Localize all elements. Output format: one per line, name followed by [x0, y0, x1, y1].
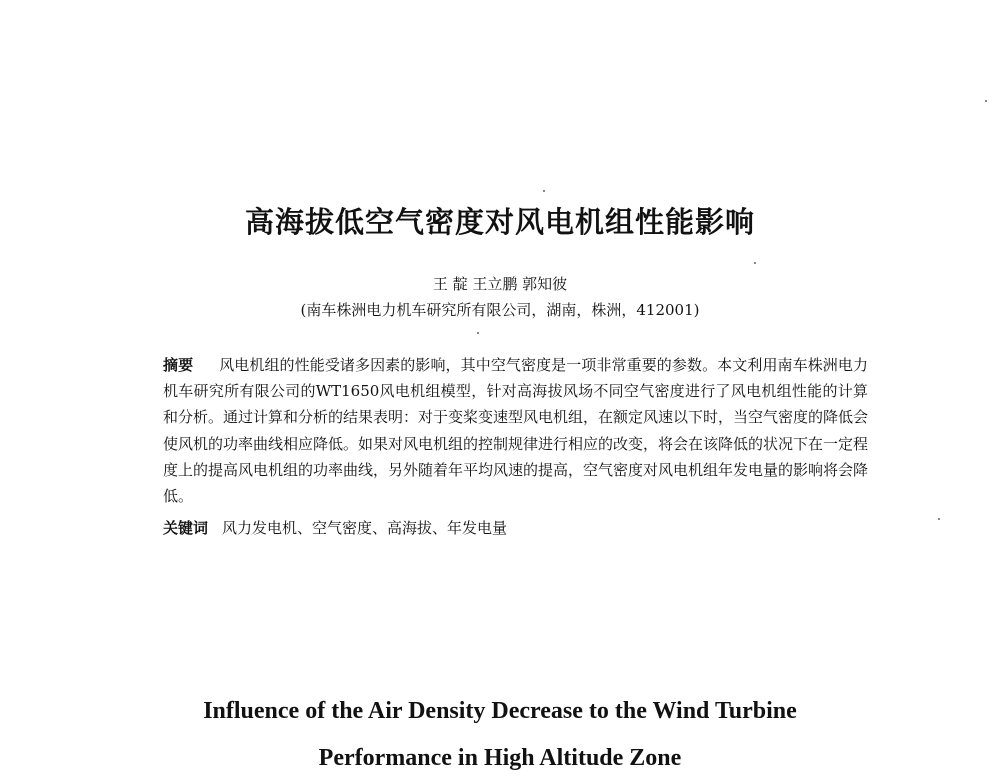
paper-title-en-line2: Performance in High Altitude Zone — [318, 745, 682, 771]
scan-speck — [938, 518, 940, 520]
abstract-text: 风电机组的性能受诸多因素的影响，其中空气密度是一项非常重要的参数。本文利用南车株洲电力机车研究所有限公司的WT1650风电机组模型，针对高海拔风场不同空气密度进行了风电机组性能的计算和分析。通过计算和分析的结果表明：对于变桨变速型风电机组，在额定风速以下时，当空气密度的降低会使风机的功率曲线相应降低。如果对风电机组的控制规律进行相应的改变，将会在该降低的状况下在一定程度上的提高风电机组的功率曲线，另外随着年平均风速的提高，空气密度对风电机组年发电量的影响将会降低。 — [163, 356, 869, 506]
keywords-label: 关键词 — [163, 519, 209, 537]
paper-authors: 王 靛 王立鹏 郭知彼 — [432, 275, 568, 293]
abstract-paragraph — [163, 352, 868, 509]
abstract-label: 摘要 — [163, 356, 194, 374]
scan-speck — [543, 190, 545, 192]
paper-title-en — [0, 688, 1000, 782]
scan-speck — [985, 100, 987, 102]
paper-title-en-line1: Influence of the Air Density Decrease to the Wind Turbine — [203, 698, 797, 724]
paper-title-zh: 高海拔低空气密度对风电机组性能影响 — [244, 205, 755, 239]
paper-affiliation: (南车株洲电力机车研究所有限公司，湖南，株洲，412001) — [300, 301, 700, 319]
scan-speck — [477, 332, 479, 334]
scan-speck — [754, 262, 756, 264]
keywords-line — [163, 517, 868, 538]
keywords-text: 风力发电机、空气密度、高海拔、年发电量 — [222, 519, 508, 537]
